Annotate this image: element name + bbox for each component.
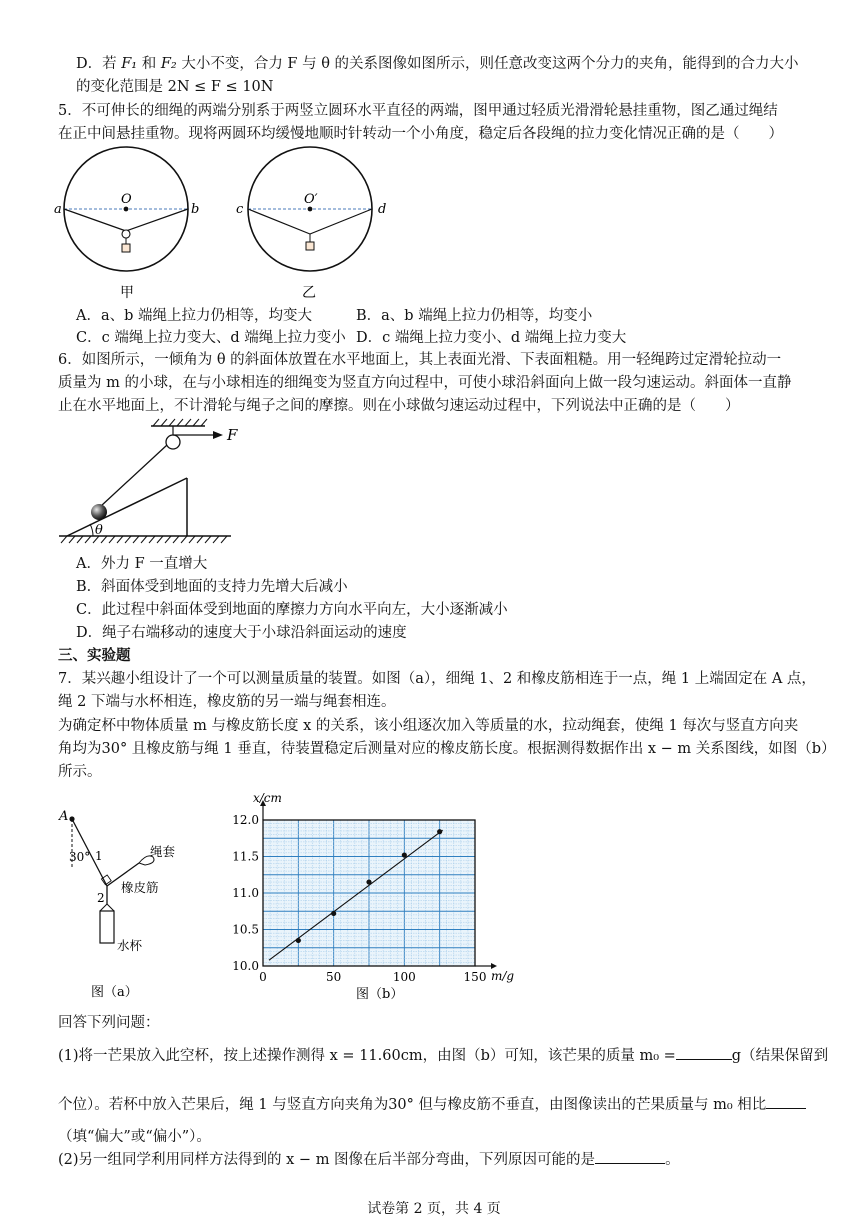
q4-optD-text1: 大小不变，合力 F 与 θ 的关系图像如图所示，则任意改变这两个分力的夹角，能得到的合力大小 xyxy=(176,56,799,72)
q6-figure xyxy=(55,418,255,550)
q7-p1-a: (1)将一芒果放入此空杯，按上述操作测得 x = 11.60cm，由图（b）可知，该芒果的质量 m₀ = xyxy=(58,1048,676,1064)
q7-p2: (2)另一组同学利用同样方法得到的 x − m 图像在后半部分弯曲，下列原因可能的是 xyxy=(58,1152,596,1168)
q7-caption-b: 图（b） xyxy=(356,987,404,1002)
q7-blank-reason[interactable] xyxy=(595,1149,665,1164)
q5-label-O: O xyxy=(121,192,132,207)
q7-blank-mass[interactable] xyxy=(676,1045,732,1060)
q5-label-a: a xyxy=(54,202,62,217)
q5-caption-yi: 乙 xyxy=(302,285,316,301)
q5-label-d: d xyxy=(378,202,387,217)
q7-chart-b xyxy=(225,788,525,1003)
q5-label-O-prime: O′ xyxy=(304,192,318,207)
q7-label-band: 橡皮筋 xyxy=(121,880,159,895)
chart-grid xyxy=(263,820,475,966)
chart-data-point xyxy=(366,879,371,884)
chart-data-point xyxy=(402,852,407,857)
q7-part1-line1 xyxy=(58,1045,828,1066)
q6-option-c: C．此过程中斜面体受到地面的摩擦力方向水平向左，大小逐渐减小 xyxy=(76,602,508,618)
q5-caption-jia: 甲 xyxy=(120,285,134,301)
q7-stem-2: 绳 2 下端与水杯相连，橡皮筋的另一端与绳套相连。 xyxy=(58,694,396,710)
q4-option-d xyxy=(76,54,799,74)
q7-p1-c: 个位）。若杯中放入芒果后，绳 1 与竖直方向夹角为30° 但与橡皮筋不垂直，由图像读出的芒果质量与 m₀ 相比 xyxy=(58,1097,767,1113)
q7-blank-compare[interactable] xyxy=(766,1094,806,1109)
q6-option-a: A．外力 F 一直增大 xyxy=(76,556,208,572)
chart-xtick-label: 50 xyxy=(326,970,342,984)
chart-ytick-label: 10.0 xyxy=(232,959,259,973)
q6-label-theta: θ xyxy=(95,523,103,538)
q7-p1-d: （填“偏大”或“偏小”）。 xyxy=(58,1129,211,1145)
q6-label-F: F xyxy=(227,426,238,444)
q6-stem-1: 6．如图所示，一倾角为 θ 的斜面体放置在水平地面上，其上表面光滑、下表面粗糙。用一轻绳跨过定滑轮拉动一 xyxy=(58,352,782,368)
chart-xtick-label: 100 xyxy=(392,970,416,984)
chart-data-point xyxy=(437,829,442,834)
chart-ytick-label: 12.0 xyxy=(232,813,259,827)
q5-option-d: D．c 端绳上拉力变小、d 端绳上拉力变大 xyxy=(356,330,627,346)
q7-label-cup: 水杯 xyxy=(117,938,143,953)
q7-p2-end: 。 xyxy=(665,1152,680,1168)
chart-ytick-label: 10.5 xyxy=(232,922,259,937)
q6-option-b: B．斜面体受到地面的支持力先增大后减小 xyxy=(76,579,348,595)
q7-stem-1: 7．某兴趣小组设计了一个可以测量质量的装置。如图（a），细绳 1、2 和橡皮筋相连于一点，绳 1 上端固定在 A 点， xyxy=(58,671,816,687)
q5-stem-1: 5．不可伸长的细绳的两端分别系于两竖立圆环水平直径的两端，图甲通过轻质光滑滑轮悬挂重物，图乙通过绳结 xyxy=(58,103,778,119)
q4-optD-prefix: D．若 xyxy=(76,56,122,72)
q4-optD-text2: 的变化范围是 2N ≤ F ≤ 10N xyxy=(76,79,274,95)
q7-label-angle: 30° xyxy=(69,850,91,864)
q7-label-rope1: 1 xyxy=(95,849,103,863)
q7-figure-a xyxy=(55,808,205,1008)
q7-stem-4: 角均为30° 且橡皮筋与绳 1 垂直，待装置稳定后测量对应的橡皮筋长度。根据测得数据作出 x − m 关系图线，如图（b） xyxy=(58,741,836,757)
q6-ball xyxy=(91,504,107,520)
q4-optD-mid: 和 xyxy=(137,56,161,72)
chart-xlabel: m/g xyxy=(491,969,515,983)
q7-label-A: A xyxy=(59,809,69,824)
q5-label-c: c xyxy=(236,202,244,217)
q5-option-c: C．c 端绳上拉力变大、d 端绳上拉力变小 xyxy=(76,330,346,346)
chart-ylabel: x/cm xyxy=(253,791,282,805)
q6-stem-2: 质量为 m 的小球，在与小球相连的细绳变为竖直方向过程中，可使小球沿斜面向上做一段匀速运动。斜面体一直静 xyxy=(58,375,792,391)
q5-option-a: A．a、b 端绳上拉力仍相等，均变大 xyxy=(76,308,313,324)
q7-part1-line2 xyxy=(58,1094,806,1115)
q7-p1-b: g（结果保留到 xyxy=(731,1048,829,1064)
q4-F1: F₁ xyxy=(121,56,138,72)
q6-stem-3: 止在水平地面上，不计滑轮与绳子之间的摩擦。则在小球做匀速运动过程中，下列说法中正确的是（ ） xyxy=(58,398,740,414)
chart-xtick-label: 150 xyxy=(463,970,487,984)
q7-label-sleeve: 绳套 xyxy=(150,844,176,859)
q5-label-b: b xyxy=(191,202,200,217)
q7-stem-5: 所示。 xyxy=(58,764,102,780)
q7-caption-a: 图（a） xyxy=(91,985,138,1000)
chart-xtick-label: 0 xyxy=(259,970,267,984)
chart-data-point xyxy=(331,911,336,916)
q4-F2: F₂ xyxy=(160,56,177,72)
q5-stem-2: 在正中间悬挂重物。现将两圆环均缓慢地顺时针转动一个小角度，稳定后各段绳的拉力变化情况正确的是（ ） xyxy=(58,126,783,142)
q7-part2-line xyxy=(58,1149,680,1170)
q7-stem-3: 为确定杯中物体质量 m 与橡皮筋长度 x 的关系，该小组逐次加入等质量的水，拉动绳套，使绳 1 每次与竖直方向夹 xyxy=(58,718,799,734)
q6-option-d: D．绳子右端移动的速度大于小球沿斜面运动的速度 xyxy=(76,625,407,641)
q5-figure-b xyxy=(232,145,402,305)
page-footer: 试卷第 2 页，共 4 页 xyxy=(367,1201,501,1217)
chart-data-point xyxy=(296,938,301,943)
q5-option-b: B．a、b 端绳上拉力仍相等，均变小 xyxy=(356,308,593,324)
q7-label-rope2: 2 xyxy=(97,891,105,905)
chart-ytick-label: 11.5 xyxy=(232,849,259,864)
section-title-experiment: 三、实验题 xyxy=(58,647,131,664)
chart-ytick-label: 11.0 xyxy=(232,886,259,900)
q7-answer-intro: 回答下列问题： xyxy=(58,1015,160,1031)
